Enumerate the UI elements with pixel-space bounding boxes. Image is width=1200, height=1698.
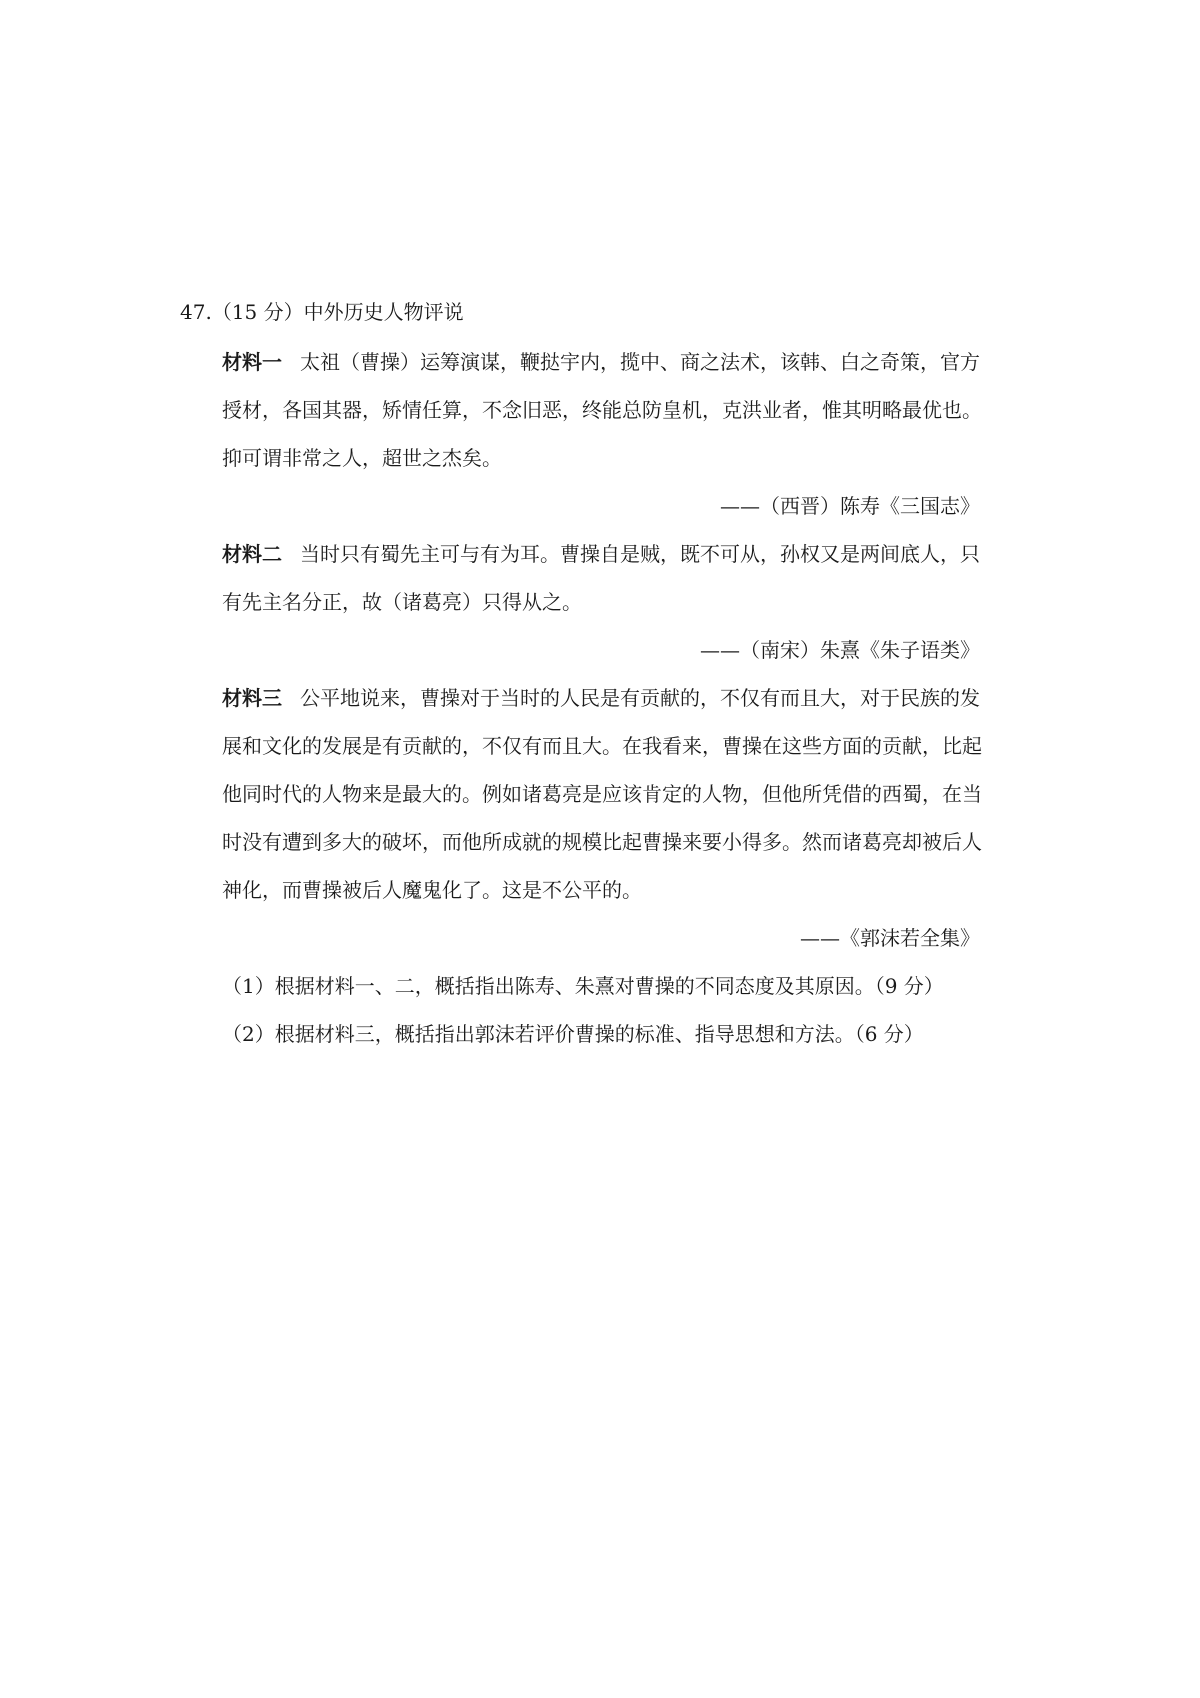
material-1-source: ——（西晋）陈寿《三国志》 xyxy=(720,494,980,518)
question-number: 47. xyxy=(180,300,212,324)
material-1-line-3: 抑可谓非常之人，超世之杰矣。 xyxy=(222,446,502,470)
question-score: （15 分） xyxy=(211,300,304,324)
question-heading xyxy=(180,298,464,326)
material-3-line-5: 神化，而曹操被后人魔鬼化了。这是不公平的。 xyxy=(222,878,642,902)
material-1-text: 太祖（曹操）运筹演谋，鞭挞宇内，揽中、商之法术，该韩、白之奇策，官方 xyxy=(300,350,980,374)
material-2-label: 材料二 xyxy=(222,542,282,566)
material-3-line-2: 展和文化的发展是有贡献的，不仅有而且大。在我看来，曹操在这些方面的贡献，比起 xyxy=(222,734,982,758)
material-1-label: 材料一 xyxy=(222,350,282,374)
material-3-line-3: 他同时代的人物来是最大的。例如诸葛亮是应该肯定的人物，但他所凭借的西蜀，在当 xyxy=(222,782,982,806)
material-2-line-1 xyxy=(222,540,980,568)
subquestion-1: （1）根据材料一、二，概括指出陈寿、朱熹对曹操的不同态度及其原因。（9 分） xyxy=(222,974,944,998)
material-3-label: 材料三 xyxy=(222,686,282,710)
material-3-text: 公平地说来，曹操对于当时的人民是有贡献的，不仅有而且大，对于民族的发 xyxy=(300,686,980,710)
material-1-line-2: 授材，各国其器，矫情任算，不念旧恶，终能总防皇机，克洪业者，惟其明略最优也。 xyxy=(222,398,982,422)
material-3-line-4: 时没有遭到多大的破坏，而他所成就的规模比起曹操来要小得多。然而诸葛亮却被后人 xyxy=(222,830,982,854)
material-3-source: ——《郭沫若全集》 xyxy=(800,926,980,950)
material-2-source: ——（南宋）朱熹《朱子语类》 xyxy=(700,638,980,662)
material-2-line-2: 有先主名分正，故（诸葛亮）只得从之。 xyxy=(222,590,582,614)
material-1-line-1 xyxy=(222,348,980,376)
question-title: 中外历史人物评说 xyxy=(303,300,464,324)
subquestion-2: （2）根据材料三，概括指出郭沫若评价曹操的标准、指导思想和方法。（6 分） xyxy=(222,1022,924,1046)
material-3-line-1 xyxy=(222,684,980,712)
material-2-text: 当时只有蜀先主可与有为耳。曹操自是贼，既不可从，孙权又是两间底人，只 xyxy=(300,542,980,566)
